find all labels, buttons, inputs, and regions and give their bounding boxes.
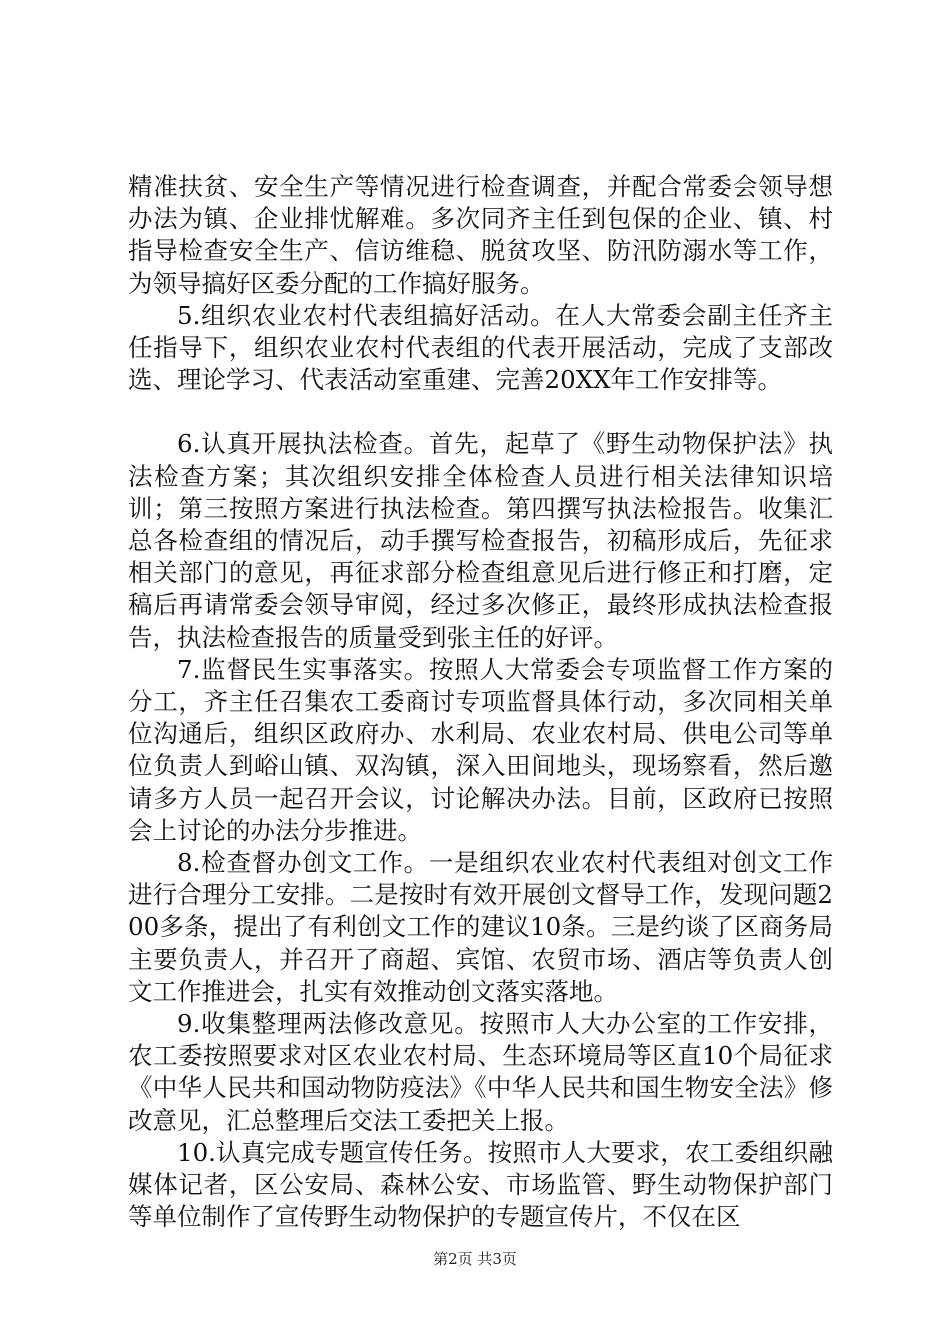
paragraph-item-8: 8.检查督办创文工作。一是组织农业农村代表组对创文工作进行合理分工安排。二是按时有效开展创文督导工作，发现问题200多条，提出了有利创文工作的建议10条。三是约谈了区商务局主要负责人，并召开了商超、宾馆、农贸市场、酒店等负责人创文工作推进会，扎实有效推动创文落实落地。 xyxy=(128,848,833,1006)
paragraph-item-10: 10.认真完成专题宣传任务。按照市人大要求，农工委组织融媒体记者，区公安局、森林公安、市场监管、野生动物保护部门等单位制作了宣传野生动物保护的专题宣传片，不仅在区 xyxy=(128,1137,833,1232)
page-footer: 第2页 共3页 xyxy=(433,1250,517,1268)
paragraph-item-6: 6.认真开展执法检查。首先，起草了《野生动物保护法》执法检查方案；其次组织安排全体检查人员进行相关法律知识培训；第三按照方案进行执法检查。第四撰写执法检报告。收集汇总各检查组的情况后，动手撰写检查报告，初稿形成后，先征求相关部门的意见，再征求部分检查组意见后进行修正和打磨，定稿后再请常委会领导审阅，经过多次修正，最终形成执法检查报告，执法检查报告的质量受到张主任的好评。 xyxy=(128,429,833,652)
paragraph-item-9: 9.收集整理两法修改意见。按照市人大办公室的工作安排，农工委按照要求对区农业农村局、生态环境局等区直10个局征求《中华人民共和国动物防疫法》《中华人民共和国生物安全法》修改意见，汇总整理后交法工委把关上报。 xyxy=(128,1009,833,1135)
paragraph-continued: 精准扶贫、安全生产等情况进行检查调查，并配合常委会领导想办法为镇、企业排忧解难。多次同齐主任到包保的企业、镇、村指导检查安全生产、信访维稳、脱贫攻坚、防汛防溺水等工作，为领导搞好区委分配的工作搞好服务。 xyxy=(128,172,833,298)
paragraph-item-5: 5.组织农业农村代表组搞好活动。在人大常委会副主任齐主任指导下，组织农业农村代表组的代表开展活动，完成了支部改选、理论学习、代表活动室重建、完善20XX年工作安排等。 xyxy=(128,300,833,395)
document-body xyxy=(128,171,833,1234)
paragraph-item-7: 7.监督民生实事落实。按照人大常委会专项监督工作方案的分工，齐主任召集农工委商讨专项监督具体行动，多次同相关单位沟通后，组织区政府办、水利局、农业农村局、供电公司等单位负责人到峪山镇、双沟镇，深入田间地头，现场察看，然后邀请多方人员一起召开会议，讨论解决办法。目前，区政府已按照会上讨论的办法分步推进。 xyxy=(128,654,833,845)
paragraph-spacer xyxy=(128,396,833,428)
